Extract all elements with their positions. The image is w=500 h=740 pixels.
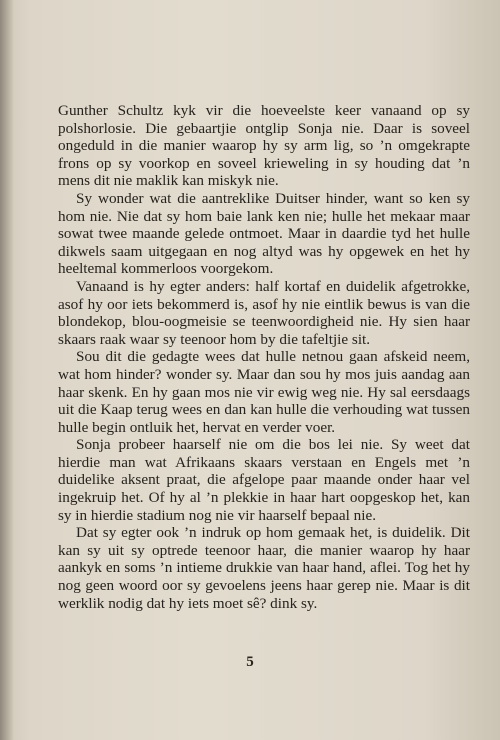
paragraph-3: Vanaand is hy egter anders: half kortaf en duidelik afgetrokke, asof hy oor iets bekommerd is, asof hy nie eintlik bewus is van die blondekop, blou-oogmeisie se teenwoordigheid nie. Hy sien haar skaars raak waar sy teenoor hom by die tafeltjie sit. xyxy=(58,277,470,348)
page-number: 5 xyxy=(246,654,254,670)
paragraph-4: Sou dit die gedagte wees dat hulle netnou gaan afskeid neem, wat hom hinder? wonder sy. Maar dan sou hy mos juis aandag aan haar skenk. En hy gaan mos nie vir ewig weg nie. Hy sal eersdaags uit die Kaap terug wees en dan kan hulle die verhouding wat tussen hulle begin ontluik het, hervat en verder voer. xyxy=(58,348,470,436)
paragraph-5: Sonja probeer haarself nie om die bos lei nie. Sy weet dat hierdie man wat Afrikaans skaars verstaan en Engels met ’n duidelike aksent praat, die afgelope paar maande onder haar vel ingekruip het. Of hy al ’n plekkie in haar hart oopgeskop het, kan sy in hierdie stadium nog nie vir haarself bepaal nie. xyxy=(58,436,470,524)
paragraph-1: Gunther Schultz kyk vir die hoeveelste keer vanaand op sy polshorlosie. Die gebaartjie ontglip Sonja nie. Daar is soveel ongeduld in die manier waarop hy sy arm lig, so ’n omgekrapte frons op sy voorkop en soveel krieweling in sy houding dat ’n mens dit nie maklik kan miskyk nie. xyxy=(58,102,470,190)
paragraph-6: Dat sy egter ook ’n indruk op hom gemaak het, is duidelik. Dit kan sy uit sy optrede teenoor haar, die manier waarop hy haar aankyk en soms ’n intieme drukkie van haar hand, aflei. Tog het hy nog geen woord oor sy gevoelens jeens haar gerep nie. Maar is dit werklik nodig dat hy iets moet sê? dink sy. xyxy=(58,524,470,612)
body-text xyxy=(58,102,470,612)
paragraph-2: Sy wonder wat die aantreklike Duitser hinder, want so ken sy hom nie. Nie dat sy hom baie lank ken nie; hulle het mekaar maar sowat twee maande gelede ontmoet. Maar in daardie tyd het hulle dikwels saam uitgegaan en nog altyd was hy opgewek en het hy heeltemal kommerloos voorgekom. xyxy=(58,189,470,278)
page-gutter xyxy=(0,0,14,740)
